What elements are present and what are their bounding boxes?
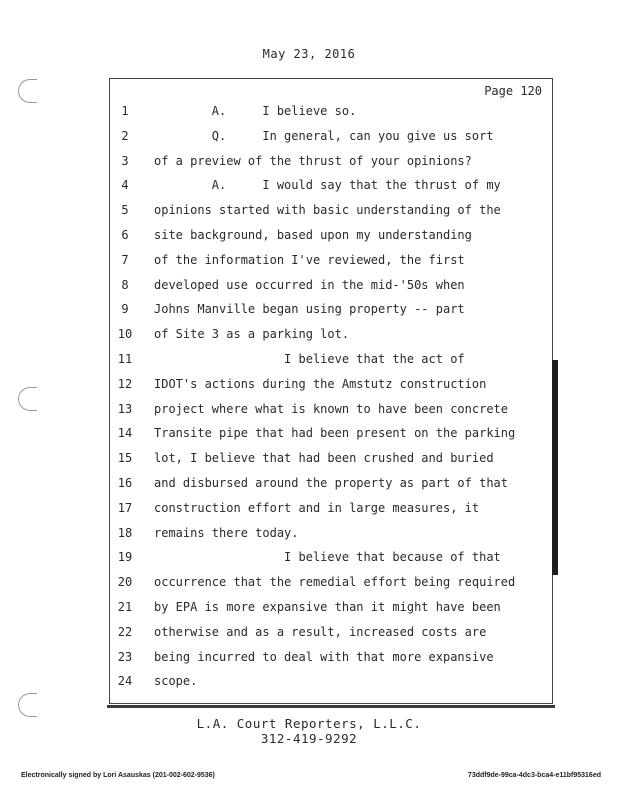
- line-number: 1: [121, 104, 129, 118]
- line-text: A. I believe so.: [154, 104, 357, 118]
- transcript-line: [110, 297, 552, 322]
- punch-hole: [18, 693, 37, 717]
- line-text: Q. In general, can you give us sort: [154, 128, 494, 143]
- line-number: 15: [117, 451, 133, 466]
- page-number: Page 120: [484, 84, 542, 98]
- line-number: 5: [121, 203, 129, 218]
- margin-bar: [552, 360, 558, 575]
- line-number: 10: [117, 327, 133, 342]
- line-number: 19: [117, 550, 133, 565]
- transcript-line: [110, 595, 552, 620]
- transcript-line: [110, 273, 552, 298]
- line-number: 21: [117, 599, 133, 614]
- line-text: of the information I've reviewed, the first: [154, 252, 465, 267]
- line-text: site background, based upon my understanding: [154, 227, 472, 242]
- line-text: lot, I believe that had been crushed and buried: [154, 451, 494, 466]
- line-text: I believe that because of that: [154, 550, 501, 565]
- line-text: of Site 3 as a parking lot.: [154, 327, 350, 342]
- transcript-line: [110, 645, 552, 670]
- line-number: 3: [121, 153, 129, 168]
- transcript-line: [110, 397, 552, 422]
- document-id: 73ddf9de-99ca-4dc3-bca4-e11bf95316ed: [467, 772, 601, 779]
- line-text: Johns Manville began using property -- part: [154, 302, 465, 317]
- transcript-page-box: [109, 78, 553, 704]
- transcript-line: [110, 223, 552, 248]
- transcript-line: [110, 669, 552, 694]
- line-text: and disbursed around the property as part of that: [154, 475, 509, 490]
- line-number: 17: [117, 500, 133, 515]
- box-bottom-shadow: [107, 705, 555, 708]
- transcript-line: [110, 149, 552, 174]
- transcript-line: [110, 248, 552, 273]
- footer-phone: 312-419-9292: [260, 731, 358, 746]
- line-number: 16: [117, 475, 133, 490]
- line-text: of a preview of the thrust of your opinions?: [154, 153, 472, 168]
- transcript-line: [110, 421, 552, 446]
- line-text: project where what is known to have been concrete: [154, 401, 509, 416]
- line-number: 11: [117, 351, 133, 366]
- transcript-line: [110, 347, 552, 372]
- line-text: opinions started with basic understanding of the: [154, 203, 501, 218]
- transcript-line: [110, 496, 552, 521]
- line-number: 12: [117, 376, 133, 391]
- line-number: 23: [117, 649, 133, 664]
- transcript-line: [110, 521, 552, 546]
- line-number: 7: [121, 252, 129, 267]
- line-number: 24: [117, 674, 133, 689]
- line-number: 6: [121, 227, 129, 242]
- line-text: scope.: [154, 674, 198, 689]
- punch-hole: [18, 79, 37, 103]
- line-text: Transite pipe that had been present on the parking: [154, 426, 516, 441]
- line-number: 13: [117, 401, 133, 416]
- line-number: 22: [117, 624, 133, 639]
- line-text: otherwise and as a result, increased costs are: [154, 624, 487, 639]
- line-text: by EPA is more expansive than it might have been: [154, 599, 501, 614]
- line-number: 2: [121, 128, 129, 143]
- line-number: 9: [121, 302, 129, 317]
- transcript-line: [110, 99, 552, 124]
- line-number: 8: [121, 277, 129, 292]
- line-number: 14: [117, 426, 133, 441]
- transcript-line: [110, 124, 552, 149]
- transcript-line: [110, 545, 552, 570]
- transcript-line: [110, 322, 552, 347]
- line-text: IDOT's actions during the Amstutz construction: [154, 376, 487, 391]
- transcript-line: [110, 570, 552, 595]
- punch-hole: [18, 387, 37, 411]
- transcript-line: [110, 620, 552, 645]
- line-text: A. I would say that the thrust of my: [154, 178, 501, 193]
- transcript-line: [110, 446, 552, 471]
- line-number: 4: [121, 178, 129, 193]
- line-text: being incurred to deal with that more expansive: [154, 649, 494, 664]
- page-date: May 23, 2016: [262, 47, 356, 61]
- transcript-lines: [110, 99, 552, 694]
- line-text: occurrence that the remedial effort being required: [154, 575, 516, 590]
- transcript-line: [110, 471, 552, 496]
- line-text: I believe that the act of: [154, 351, 465, 366]
- line-text: remains there today.: [154, 525, 299, 540]
- line-text: developed use occurred in the mid-'50s when: [154, 277, 465, 292]
- line-text: construction effort and in large measures, it: [154, 500, 480, 515]
- transcript-line: [110, 372, 552, 397]
- footer-company: L.A. Court Reporters, L.L.C.: [196, 716, 422, 731]
- transcript-line: [110, 173, 552, 198]
- transcript-line: [110, 198, 552, 223]
- line-number: 20: [117, 575, 133, 590]
- line-number: 18: [117, 525, 133, 540]
- e-signature-text: Electronically signed by Lori Asauskas (201-002-602-9536): [21, 772, 215, 779]
